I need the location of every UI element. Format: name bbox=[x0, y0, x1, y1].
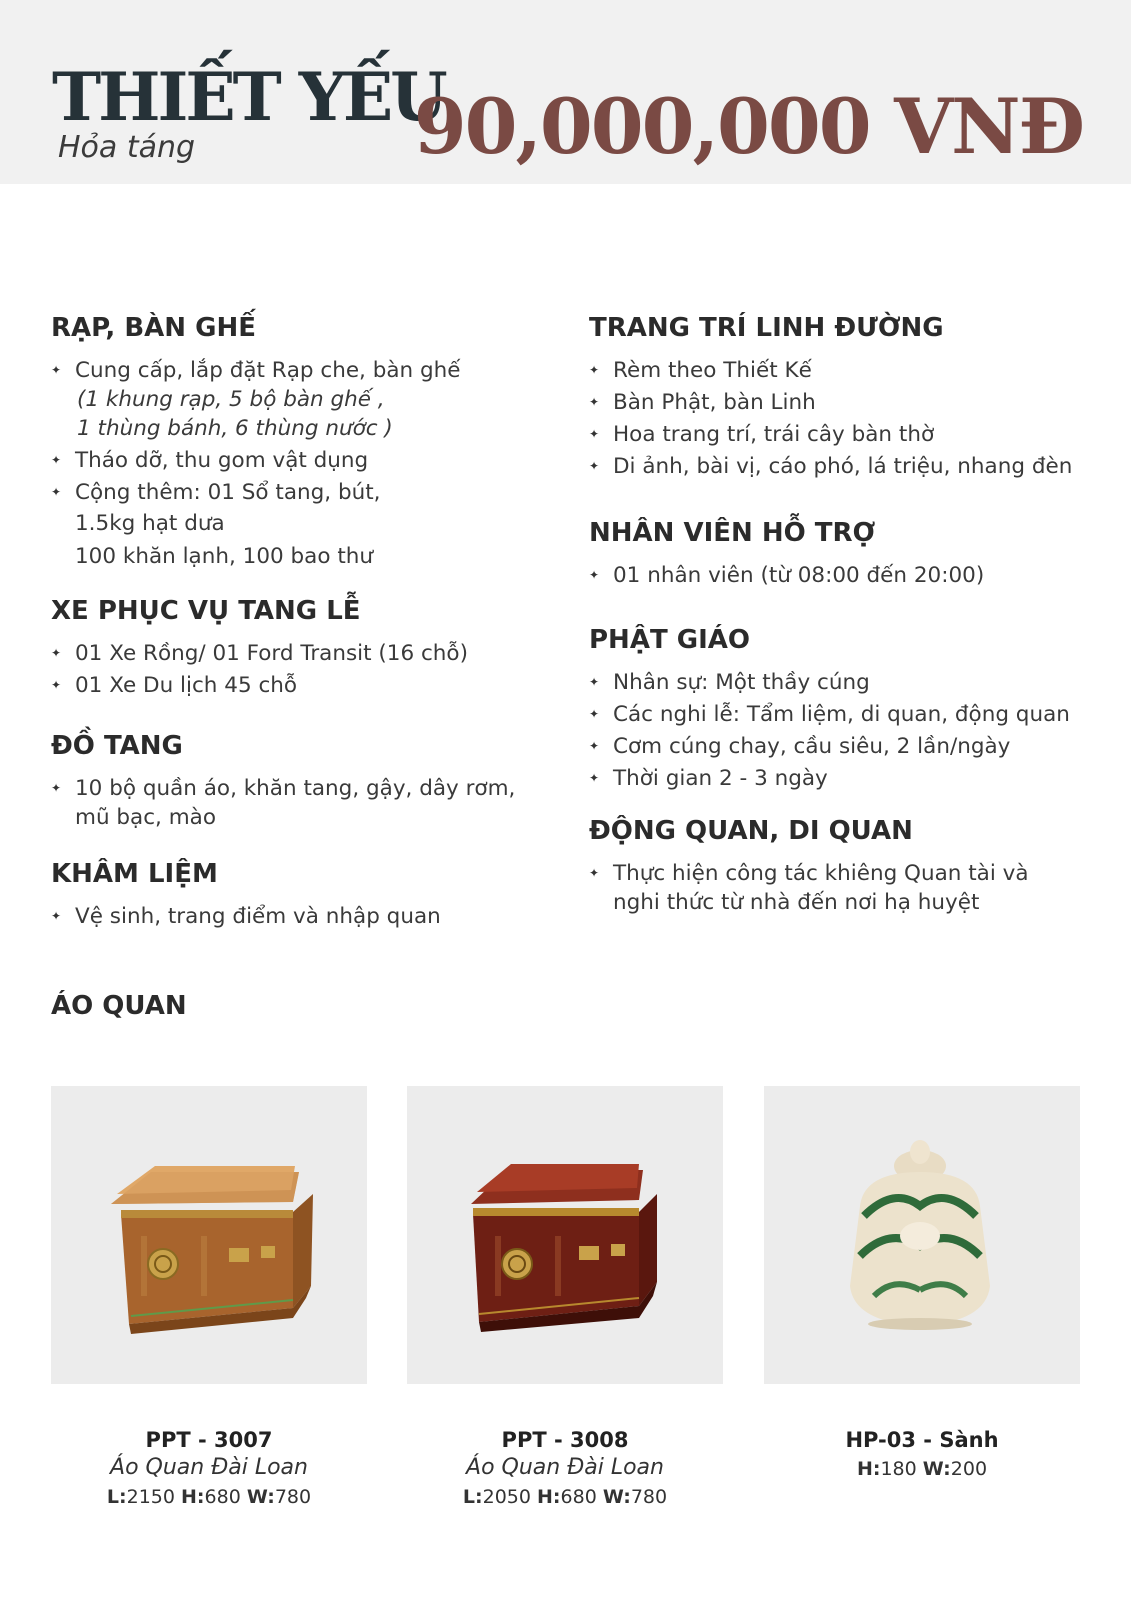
sparkle-bullet-icon: ✦ bbox=[51, 453, 62, 467]
section-title: KHÂM LIỆM bbox=[51, 859, 218, 889]
list-item: ✦ Vệ sinh, trang điểm và nhập quan bbox=[51, 904, 441, 929]
list-item: ✦ Di ảnh, bài vị, cáo phó, lá triệu, nhang đèn bbox=[589, 454, 1073, 479]
section-trang-tri bbox=[589, 312, 1089, 481]
item-list bbox=[589, 356, 1089, 481]
sparkle-bullet-icon: ✦ bbox=[589, 866, 600, 880]
product-image bbox=[51, 1086, 367, 1384]
sparkle-bullet-icon: ✦ bbox=[589, 395, 600, 409]
header-band bbox=[0, 0, 1131, 184]
item-note: (1 khung rạp, 5 bộ bàn ghế , bbox=[77, 387, 385, 412]
product-dimensions: L:2050 H:680 W:780 bbox=[462, 1486, 668, 1508]
left-column bbox=[51, 312, 541, 934]
product-dimensions: L:2150 H:680 W:780 bbox=[106, 1486, 312, 1508]
list-item: ✦ 01 Xe Du lịch 45 chỗ bbox=[51, 673, 298, 698]
product-dimensions: H:180 W:200 bbox=[856, 1458, 988, 1480]
list-item: ✦ Cung cấp, lắp đặt Rạp che, bàn ghế (1 khung rạp, 5 bộ bàn ghế , 1 thùng bánh, 6 thùng nước ) bbox=[51, 356, 541, 443]
list-item: ✦ Thực hiện công tác khiêng Quan tài và nghi thức từ nhà đến nơi hạ huyệt bbox=[589, 859, 1089, 917]
sparkle-bullet-icon: ✦ bbox=[51, 678, 62, 692]
product-image bbox=[407, 1086, 723, 1384]
section-title: XE PHỤC VỤ TANG LỄ bbox=[51, 596, 361, 626]
product-card bbox=[764, 1086, 1080, 1484]
item-detail: mũ bạc, mào bbox=[75, 805, 216, 830]
list-item: ✦ 01 nhân viên (từ 08:00 đến 20:00) bbox=[589, 563, 985, 588]
list-item: ✦ Cộng thêm: 01 Sổ tang, bút, 1.5kg hạt dưa 100 khăn lạnh, 100 bao thư bbox=[51, 478, 541, 573]
package-price: 90,000,000 VNĐ bbox=[413, 82, 1083, 171]
item-list bbox=[51, 902, 541, 931]
right-column bbox=[589, 312, 1089, 920]
sparkle-bullet-icon: ✦ bbox=[589, 675, 600, 689]
item-list bbox=[51, 356, 541, 573]
item-list bbox=[589, 859, 1089, 917]
section-title: TRANG TRÍ LINH ĐƯỜNG bbox=[589, 313, 944, 343]
package-title: THIẾT YẾU bbox=[52, 58, 445, 136]
item-list bbox=[51, 639, 541, 700]
section-title: ĐỒ TANG bbox=[51, 731, 183, 761]
list-item: ✦ Các nghi lễ: Tẩm liệm, di quan, động quan bbox=[589, 702, 1070, 727]
list-item: ✦ Cơm cúng chay, cầu siêu, 2 lần/ngày bbox=[589, 734, 1011, 759]
item-note: 1 thùng bánh, 6 thùng nước ) bbox=[77, 416, 393, 441]
sparkle-bullet-icon: ✦ bbox=[589, 771, 600, 785]
sparkle-bullet-icon: ✦ bbox=[589, 739, 600, 753]
list-item: ✦ Bàn Phật, bàn Linh bbox=[589, 390, 816, 415]
product-code: PPT - 3007 bbox=[145, 1428, 273, 1452]
section-title: RẠP, BÀN GHẾ bbox=[51, 313, 256, 343]
sparkle-bullet-icon: ✦ bbox=[51, 485, 62, 499]
sparkle-bullet-icon: ✦ bbox=[51, 781, 62, 795]
section-xe-phuc-vu bbox=[51, 595, 541, 700]
section-kham-liem bbox=[51, 858, 541, 931]
ao-quan-heading: ÁO QUAN bbox=[51, 991, 187, 1021]
product-image bbox=[764, 1086, 1080, 1384]
section-rap-ban-ghe bbox=[51, 312, 541, 573]
product-caption bbox=[407, 1426, 723, 1512]
list-item: ✦ 01 Xe Rồng/ 01 Ford Transit (16 chỗ) bbox=[51, 641, 468, 666]
list-item: ✦ Thời gian 2 - 3 ngày bbox=[589, 766, 828, 791]
package-subtitle: Hỏa táng bbox=[58, 130, 196, 165]
sparkle-bullet-icon: ✦ bbox=[589, 568, 600, 582]
product-card bbox=[51, 1086, 367, 1512]
section-nhan-vien bbox=[589, 517, 1089, 590]
ceramic-urn-icon bbox=[764, 1086, 1080, 1384]
sparkle-bullet-icon: ✦ bbox=[589, 427, 600, 441]
section-phat-giao bbox=[589, 624, 1089, 793]
sparkle-bullet-icon: ✦ bbox=[51, 646, 62, 660]
product-code: PPT - 3008 bbox=[501, 1428, 629, 1452]
item-detail: 1.5kg hạt dưa bbox=[75, 511, 225, 536]
item-list bbox=[51, 774, 541, 832]
sparkle-bullet-icon: ✦ bbox=[589, 363, 600, 377]
section-title: ĐỘNG QUAN, DI QUAN bbox=[589, 816, 913, 846]
sparkle-bullet-icon: ✦ bbox=[51, 363, 62, 377]
item-detail: 100 khăn lạnh, 100 bao thư bbox=[75, 544, 374, 569]
product-card bbox=[407, 1086, 723, 1512]
section-title: NHÂN VIÊN HỖ TRỢ bbox=[589, 518, 876, 548]
item-list bbox=[589, 561, 1089, 590]
red-wood-casket-icon bbox=[407, 1086, 723, 1384]
sparkle-bullet-icon: ✦ bbox=[589, 707, 600, 721]
list-item: ✦ 10 bộ quần áo, khăn tang, gậy, dây rơm, mũ bạc, mào bbox=[51, 774, 541, 832]
product-caption bbox=[51, 1426, 367, 1512]
list-item: ✦ Nhân sự: Một thầy cúng bbox=[589, 670, 870, 695]
light-wood-casket-icon bbox=[51, 1086, 367, 1384]
sparkle-bullet-icon: ✦ bbox=[589, 459, 600, 473]
product-code: HP-03 - Sành bbox=[845, 1428, 999, 1452]
section-dong-quan bbox=[589, 815, 1089, 917]
product-name: Áo Quan Đài Loan bbox=[110, 1455, 308, 1480]
list-item: ✦ Hoa trang trí, trái cây bàn thờ bbox=[589, 422, 935, 447]
item-detail: nghi thức từ nhà đến nơi hạ huyệt bbox=[613, 890, 980, 915]
section-title: PHẬT GIÁO bbox=[589, 625, 750, 655]
sparkle-bullet-icon: ✦ bbox=[51, 909, 62, 923]
item-list bbox=[589, 668, 1089, 793]
product-caption bbox=[764, 1426, 1080, 1484]
list-item: ✦ Tháo dỡ, thu gom vật dụng bbox=[51, 448, 369, 473]
product-name: Áo Quan Đài Loan bbox=[466, 1455, 664, 1480]
section-do-tang bbox=[51, 730, 541, 832]
list-item: ✦ Rèm theo Thiết Kế bbox=[589, 358, 812, 383]
